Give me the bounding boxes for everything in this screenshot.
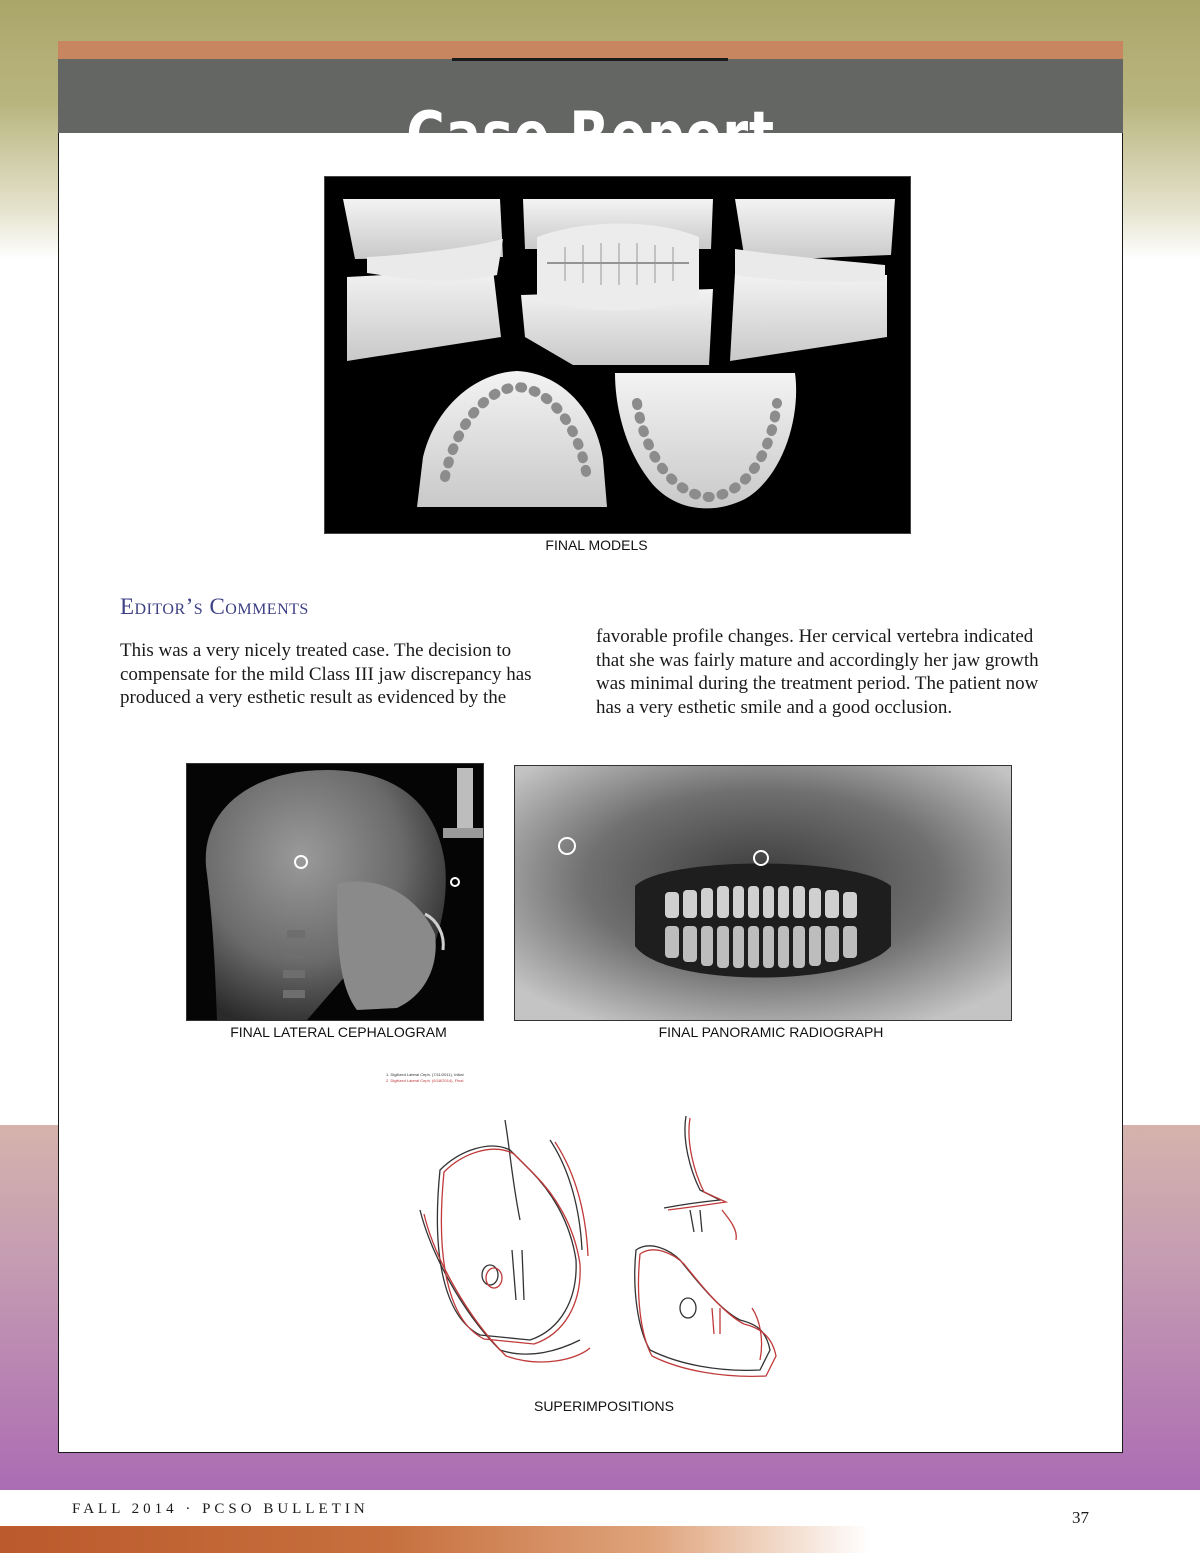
panoramic-xray-illustration xyxy=(515,766,1011,1020)
final-models-photo xyxy=(324,176,911,534)
editor-comments-column-1: This was a very nicely treated case. The decision to compensate for the mild Class III jaw discrepancy has produced a very esthetic result as evidenced by the xyxy=(120,640,532,708)
superimposition-legend-initial: 1. Digitized Lateral Ceph. (7/11/2011), Initial xyxy=(386,1072,464,1077)
editor-comments-column-2: favorable profile changes. Her cervical vertebra indicated that she was fairly mature and accordingly her jaw growth was minimal during the treatment period. The patient now has a very esthetic smile and a good occlusion. xyxy=(596,626,1039,718)
panoramic-radiograph-caption: FINAL PANORAMIC RADIOGRAPH xyxy=(658,1024,884,1040)
superimpositions-caption: SUPERIMPOSITIONS xyxy=(533,1398,675,1414)
editor-comments-heading: Editor’s Comments xyxy=(120,594,309,619)
footer-publication: FALL 2014 · PCSO BULLETIN xyxy=(72,1501,369,1517)
superimposition-tracings xyxy=(400,1110,790,1390)
panoramic-radiograph-photo xyxy=(514,765,1012,1021)
lateral-cephalogram-caption: FINAL LATERAL CEPHALOGRAM xyxy=(230,1024,447,1040)
header-orange-band xyxy=(58,41,1123,59)
skull-xray-illustration xyxy=(187,764,483,1020)
dental-models-illustration xyxy=(325,177,910,533)
lateral-cephalogram-photo xyxy=(186,763,484,1021)
page-title: Case Report xyxy=(406,98,775,173)
final-models-caption: FINAL MODELS xyxy=(545,537,648,553)
title-rule xyxy=(452,58,728,61)
footer-orange-band xyxy=(0,1526,870,1553)
superimposition-legend-final: 2. Digitized Lateral Ceph. (6/18/2014), Final xyxy=(386,1078,464,1083)
page-number: 37 xyxy=(1072,1508,1089,1527)
